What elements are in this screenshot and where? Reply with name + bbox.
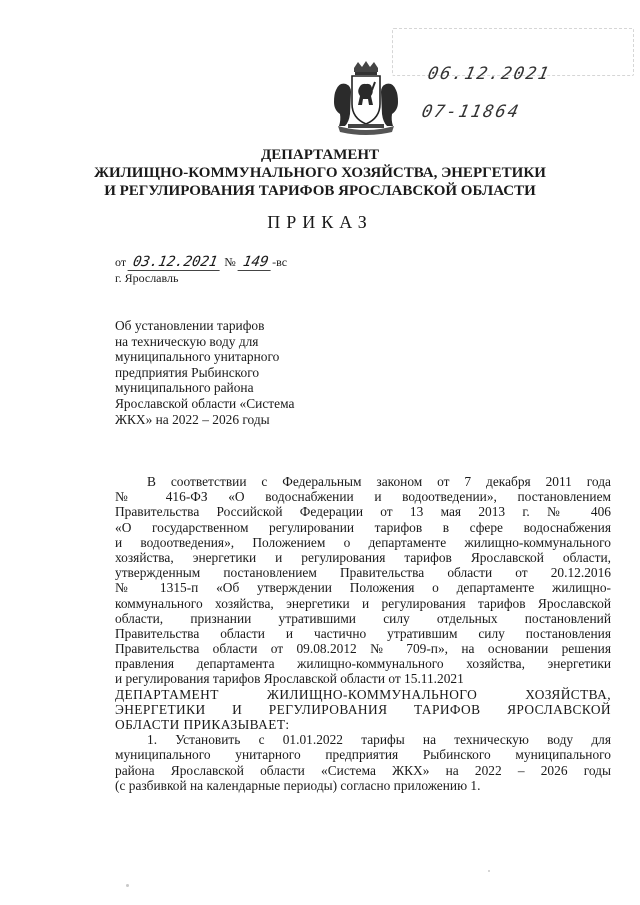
order-date-prefix: от (115, 255, 127, 269)
subject-line: на техническую воду для (115, 333, 259, 349)
registration-date: 06.12.2021 (425, 64, 553, 84)
body-line: муниципального унитарного предприятия Рыбинского муниципального (115, 747, 611, 763)
body-line: Правительства области от 09.08.2012 № 709-п», на основании решения (115, 641, 611, 657)
department-title-line-3: И РЕГУЛИРОВАНИЯ ТАРИФОВ ЯРОСЛАВСКОЙ ОБЛАСТИ (104, 183, 536, 199)
body-line: и регулирования тарифов Ярославской области от 15.11.2021 (115, 671, 464, 687)
body-line: В соответствии с Федеральным законом от 7 декабря 2011 года (147, 474, 611, 489)
body-line: «О государственном регулировании тарифов в сфере водоснабжения (115, 519, 611, 535)
subject-line: Ярославской области «Система (115, 395, 295, 411)
body-line: области, признании утратившими силу отдельных постановлений (115, 610, 611, 626)
scan-speck (126, 884, 129, 887)
order-number-prefix: № (224, 255, 236, 269)
order-body (115, 474, 611, 793)
order-title: ПРИКАЗ (267, 212, 373, 232)
body-line: правления департамента жилищно-коммунального хозяйства, энергетики (115, 656, 611, 672)
body-line: Правительства области и частично утратившим силу постановления (115, 625, 611, 641)
order-date-handwritten: 03.12.2021 (128, 254, 223, 271)
order-city: г. Ярославль (115, 271, 179, 285)
body-line: (с разбивкой на календарные периоды) согласно приложению 1. (115, 777, 481, 793)
body-line: и водоотведения», Положением о департаменте жилищно-коммунального (115, 534, 611, 550)
body-line-item-1: 1. Установить с 01.01.2022 тарифы на техническую воду для (147, 732, 611, 748)
registration-number: 07-11864 (419, 102, 523, 122)
body-line: № 416-ФЗ «О водоснабжении и водоотведении», постановлением (115, 489, 611, 505)
subject-line: предприятия Рыбинского (115, 364, 260, 380)
scan-speck (488, 870, 490, 872)
department-title-line-2: ЖИЛИЩНО-КОММУНАЛЬНОГО ХОЗЯЙСТВА, ЭНЕРГЕТИКИ (94, 165, 546, 181)
body-line-decree-caps: ЭНЕРГЕТИКИ И РЕГУЛИРОВАНИЯ ТАРИФОВ ЯРОСЛАВСКОЙ (115, 701, 611, 717)
body-line: хозяйства, энергетики и регулирования тарифов Ярославской области, (115, 549, 611, 565)
body-line-decree-caps: ДЕПАРТАМЕНТ ЖИЛИЩНО-КОММУНАЛЬНОГО ХОЗЯЙСТВА, (115, 686, 611, 702)
coat-of-arms-bear-icon (328, 60, 404, 136)
body-line: № 1315-п «Об утверждении Положения о департаменте жилищно- (115, 580, 611, 596)
body-line: района Ярославской области «Система ЖКХ» на 2022 – 2026 годы (115, 762, 611, 778)
subject-line: муниципального района (115, 380, 254, 396)
body-line: Правительства Российской Федерации от 13 мая 2013 г. № 406 (115, 504, 611, 520)
body-line: утвержденным постановлением Правительства области от 20.12.2016 (115, 565, 611, 581)
subject-line: ЖКХ» на 2022 – 2026 годы (115, 411, 270, 427)
subject-line: муниципального унитарного (115, 349, 280, 365)
order-date-number-line (115, 254, 287, 271)
body-line: коммунального хозяйства, энергетики и регулирования тарифов Ярославской (115, 595, 611, 611)
subject-line: Об установлении тарифов (115, 318, 265, 333)
order-subject (115, 318, 335, 427)
body-line-decree-caps: ОБЛАСТИ ПРИКАЗЫВАЕТ: (115, 717, 290, 732)
department-title-line-1: ДЕПАРТАМЕНТ (260, 147, 380, 163)
order-number-handwritten: 149 (237, 254, 273, 271)
order-number-suffix: -вс (272, 255, 288, 269)
